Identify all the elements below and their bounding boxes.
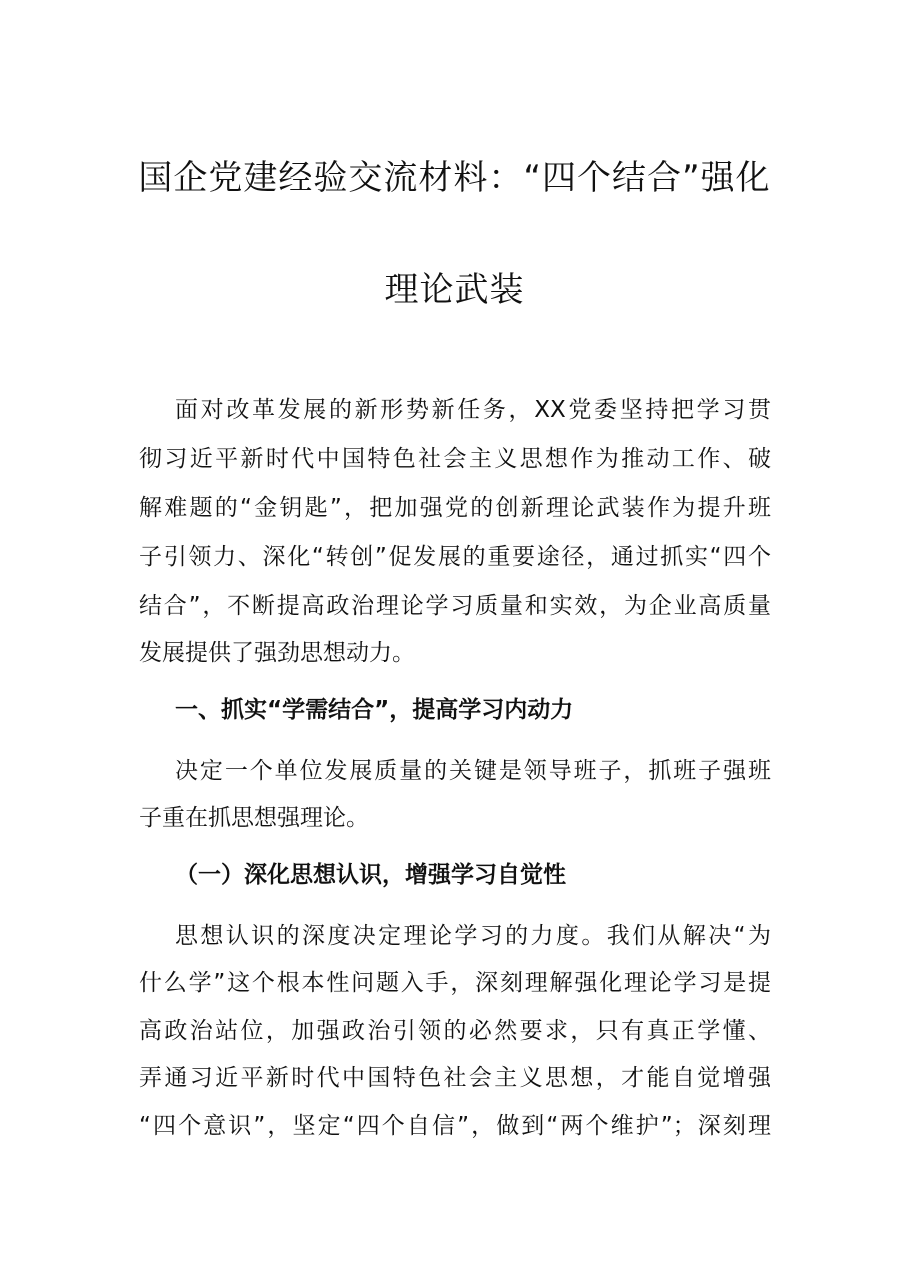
paragraph-1-line: 面对改革发展的新形势新任务，XX党委坚持把学习贯 [175, 397, 771, 423]
paragraph-1-line: 子引领力、深化“转创”促发展的重要途径，通过抓实“四个 [139, 544, 771, 570]
paragraph-1-line: 发展提供了强劲思想动力。 [139, 640, 415, 666]
paragraph-2-line: 子重在抓思想强理论。 [139, 805, 369, 831]
subsection-heading-1: （一）深化思想认识，增强学习自觉性 [175, 862, 566, 888]
paragraph-3-line: 弄通习近平新时代中国特色社会主义思想，才能自觉增强 [139, 1065, 771, 1091]
document-title-line-2: 理论武装 [384, 270, 525, 310]
paragraph-3-line: “四个意识”，坚定“四个自信”，做到“两个维护”；深刻理 [139, 1113, 771, 1139]
section-heading-1: 一、抓实“学需结合”，提高学习内动力 [175, 697, 574, 723]
document-title-line-1: 国企党建经验交流材料：“四个结合”强化 [138, 158, 771, 198]
paragraph-3-line: 思想认识的深度决定理论学习的力度。我们从解决“为 [175, 923, 771, 949]
paragraph-1-line: 彻习近平新时代中国特色社会主义思想作为推动工作、破 [139, 446, 771, 472]
paragraph-1-line: 结合”，不断提高政治理论学习质量和实效，为企业高质量 [139, 593, 771, 619]
paragraph-1-line: 解难题的“金钥匙”，把加强党的创新理论武装作为提升班 [139, 495, 771, 521]
paragraph-3-line: 高政治站位，加强政治引领的必然要求，只有真正学懂、 [139, 1018, 771, 1044]
paragraph-3-line: 什么学”这个根本性问题入手，深刻理解强化理论学习是提 [139, 970, 771, 996]
paragraph-2-line: 决定一个单位发展质量的关键是领导班子，抓班子强班 [175, 758, 771, 784]
